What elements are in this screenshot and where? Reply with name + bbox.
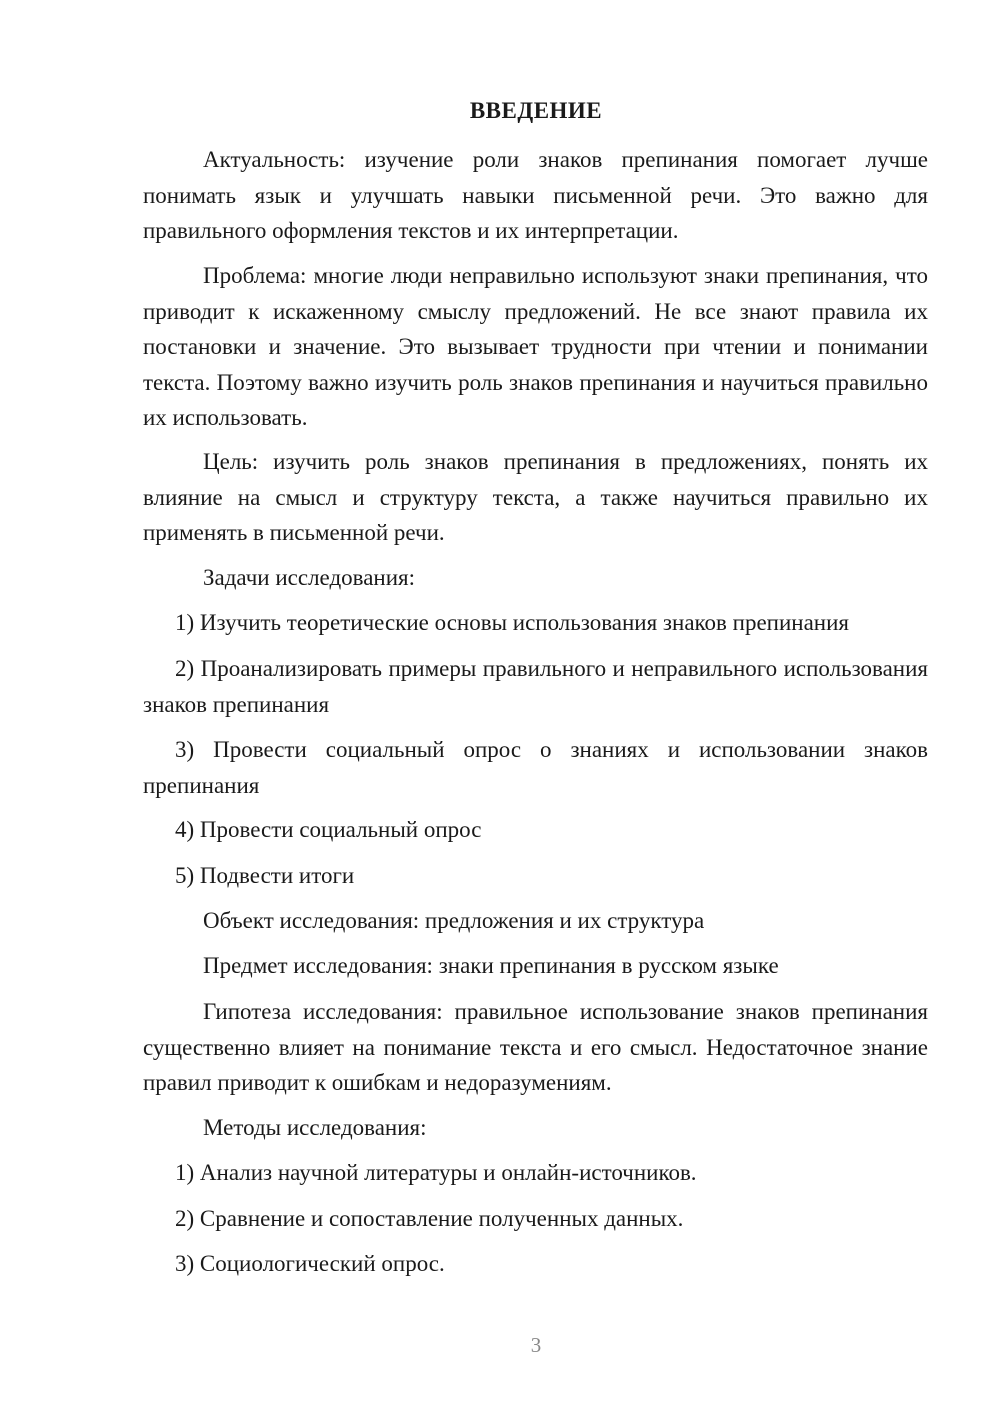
subject-paragraph: Предмет исследования: знаки препинания в русском языке bbox=[203, 953, 779, 978]
problem-paragraph: Проблема: многие люди неправильно используют знаки препинания, что приводит к искаженному смыслу предложений. Не все знают правила их постановки и значение. Это вызывает трудности при чтении и понимании текста. Поэтому важно изучить роль знаков препинания и научиться правильно их использовать. bbox=[143, 263, 928, 430]
hypothesis-paragraph: Гипотеза исследования: правильное использование знаков препинания существенно влияет на понимание текста и его смысл. Недостаточное знание правил приводит к ошибкам и недоразумениям. bbox=[143, 999, 928, 1095]
task-item: 2) Проанализировать примеры правильного и неправильного использования знаков препинания bbox=[143, 656, 928, 717]
page-title: ВВЕДЕНИЕ bbox=[469, 98, 603, 123]
goal-paragraph: Цель: изучить роль знаков препинания в предложениях, понять их влияние на смысл и структуру текста, а также научиться правильно их применять в письменной речи. bbox=[143, 449, 928, 545]
page-number: 3 bbox=[530, 1333, 542, 1357]
methods-heading: Методы исследования: bbox=[203, 1115, 427, 1140]
object-paragraph: Объект исследования: предложения и их структура bbox=[203, 908, 705, 933]
method-item: 1) Анализ научной литературы и онлайн-источников. bbox=[175, 1160, 697, 1185]
tasks-heading: Задачи исследования: bbox=[203, 565, 416, 590]
method-item: 2) Сравнение и сопоставление полученных данных. bbox=[175, 1206, 684, 1231]
task-item: 5) Подвести итоги bbox=[175, 863, 355, 888]
relevance-paragraph: Актуальность: изучение роли знаков препинания помогает лучше понимать язык и улучшать навыки письменной речи. Это важно для правильного оформления текстов и их интерпретации. bbox=[143, 147, 928, 243]
task-item: 3) Провести социальный опрос о знаниях и использовании знаков препинания bbox=[143, 737, 928, 798]
task-item: 1) Изучить теоретические основы использования знаков препинания bbox=[175, 610, 849, 635]
task-item: 4) Провести социальный опрос bbox=[175, 817, 482, 842]
method-item: 3) Социологический опрос. bbox=[175, 1251, 445, 1276]
